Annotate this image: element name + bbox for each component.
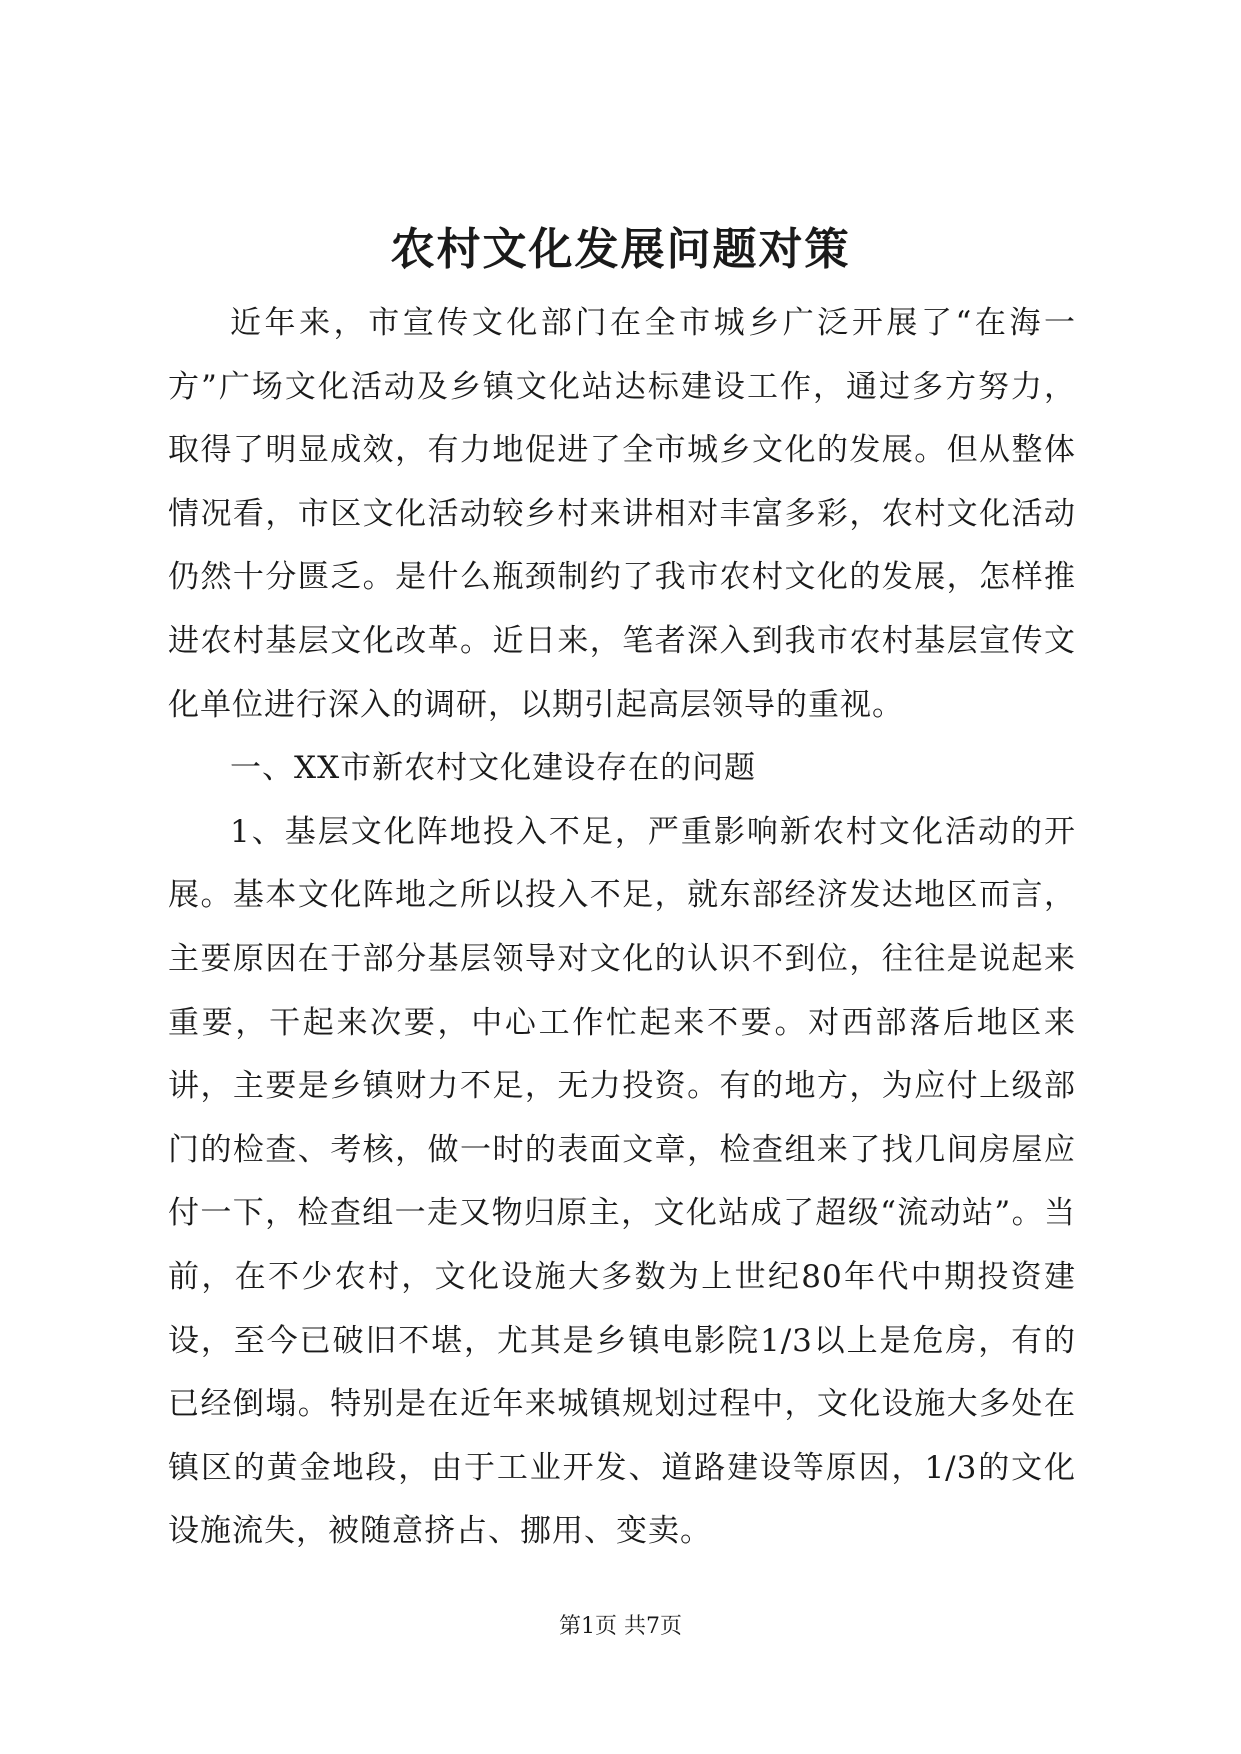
paragraph-point-1: 1、基层文化阵地投入不足，严重影响新农村文化活动的开展。基本文化阵地之所以投入不足，就东部经济发达地区而言，主要原因在于部分基层领导对文化的认识不到位，往往是说起来重要，干起来次要，中心工作忙起来不要。对西部落后地区来讲，主要是乡镇财力不足，无力投资。有的地方，为应付上级部门的检查、考核，做一时的表面文章，检查组来了找几间房屋应付一下，检查组一走又物归原主，文化站成了超级“流动站”。当前，在不少农村，文化设施大多数为上世纪80年代中期投资建设，至今已破旧不堪，尤其是乡镇电影院1/3以上是危房，有的已经倒塌。特别是在近年来城镇规划过程中，文化设施大多处在镇区的黄金地段，由于工业开发、道路建设等原因，1/3的文化设施流失，被随意挤占、挪用、变卖。 [168,813,1076,1550]
document-body [168,292,1076,1564]
paragraph-intro: 近年来，市宣传文化部门在全市城乡广泛开展了“在海一方”广场文化活动及乡镇文化站达标建设工作，通过多方努力，取得了明显成效，有力地促进了全市城乡文化的发展。但从整体情况看，市区文化活动较乡村来讲相对丰富多彩，农村文化活动仍然十分匮乏。是什么瓶颈制约了我市农村文化的发展，怎样推进农村基层文化改革。近日来，笔者深入到我市农村基层宣传文化单位进行深入的调研，以期引起高层领导的重视。 [168,305,1076,723]
section-heading: 一、XX市新农村文化建设存在的问题 [230,750,757,787]
page-number-footer: 第1页 共7页 [559,1614,682,1639]
document-title: 农村文化发展问题对策 [390,224,851,275]
